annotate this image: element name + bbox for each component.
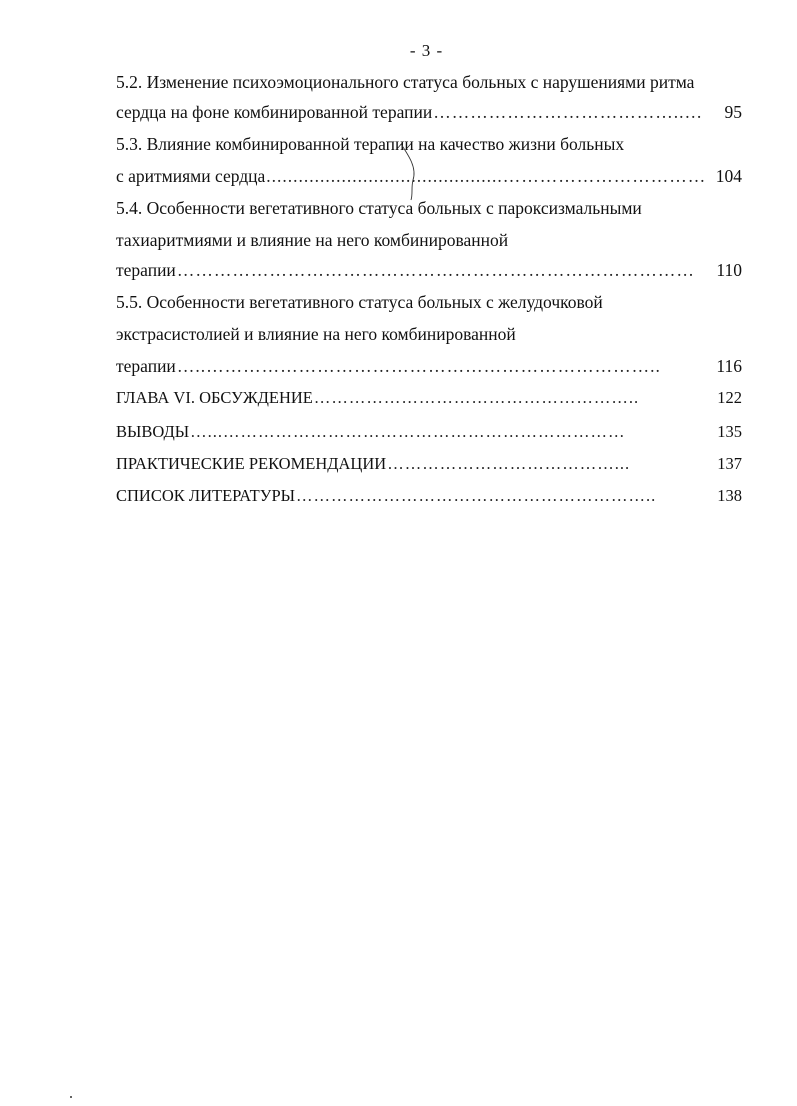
toc-label: ПРАКТИЧЕСКИЕ РЕКОМЕНДАЦИИ (116, 454, 387, 473)
scan-scratch-mark (395, 142, 425, 202)
toc-entry-5-5-line-1: 5.5. Особенности вегетативного статуса больных с желудочковой (116, 292, 603, 312)
dot-leader: …...…………………………………………………………… (190, 422, 626, 441)
toc-page-number: 135 (717, 422, 742, 441)
toc-entry-5-5-line-2: экстрасистолией и влияние на него комбинированной (116, 324, 516, 344)
toc-entry-5-3-line-1: 5.3. Влияние комбинированной терапии на качество жизни больных (116, 134, 625, 154)
toc-page-number: 138 (717, 486, 742, 505)
dot-leader: …………………………………... (387, 454, 631, 473)
toc-label: терапии (116, 356, 176, 376)
toc-entry-recommendations[interactable] (116, 452, 742, 476)
toc-label: СПИСОК ЛИТЕРАТУРЫ (116, 486, 296, 505)
dot-leader: …..……………………………………………………………….. (176, 356, 661, 376)
toc-page-number: 95 (724, 102, 742, 122)
toc-entry-5-2[interactable] (116, 100, 742, 124)
scan-speck (70, 1096, 72, 1098)
toc-page-number: 110 (716, 260, 742, 280)
dot-leader: ............................................…………………………… (266, 166, 707, 186)
toc-label: сердца на фоне комбинированной терапии (116, 102, 433, 122)
toc-entry-conclusions[interactable] (116, 420, 742, 444)
toc-entry-5-3[interactable] (116, 164, 742, 188)
toc-label: с аритмиями сердца (116, 166, 266, 186)
toc-entry-5-2-line-1: 5.2. Изменение психоэмоционального статуса больных с нарушениями ритма (116, 72, 695, 92)
toc-label: терапии (116, 260, 176, 280)
toc-page-number: 116 (716, 356, 742, 376)
dot-leader: …………………………………………………….. (296, 486, 657, 505)
toc-page-number: 104 (715, 166, 742, 186)
toc-entry-5-4-line-1: 5.4. Особенности вегетативного статуса больных с пароксизмальными (116, 198, 642, 218)
toc-label: ГЛАВА VI. ОБСУЖДЕНИЕ (116, 388, 313, 407)
dot-leader: …………………………………..… (433, 102, 703, 122)
toc-label: ВЫВОДЫ (116, 422, 190, 441)
page-number: - 3 - (409, 41, 444, 60)
toc-entry-5-5[interactable] (116, 354, 742, 378)
toc-page-number: 122 (717, 388, 742, 407)
dot-leader: ……………………………………………….. (313, 388, 640, 407)
dot-leader: ………………………………………………………………………… (176, 260, 695, 280)
toc-entry-chapter-6[interactable] (116, 386, 742, 410)
toc-entry-5-4[interactable] (116, 258, 742, 282)
toc-page-number: 137 (717, 454, 742, 473)
toc-entry-references[interactable] (116, 484, 742, 508)
toc-entry-5-4-line-2: тахиаритмиями и влияние на него комбинированной (116, 230, 509, 250)
